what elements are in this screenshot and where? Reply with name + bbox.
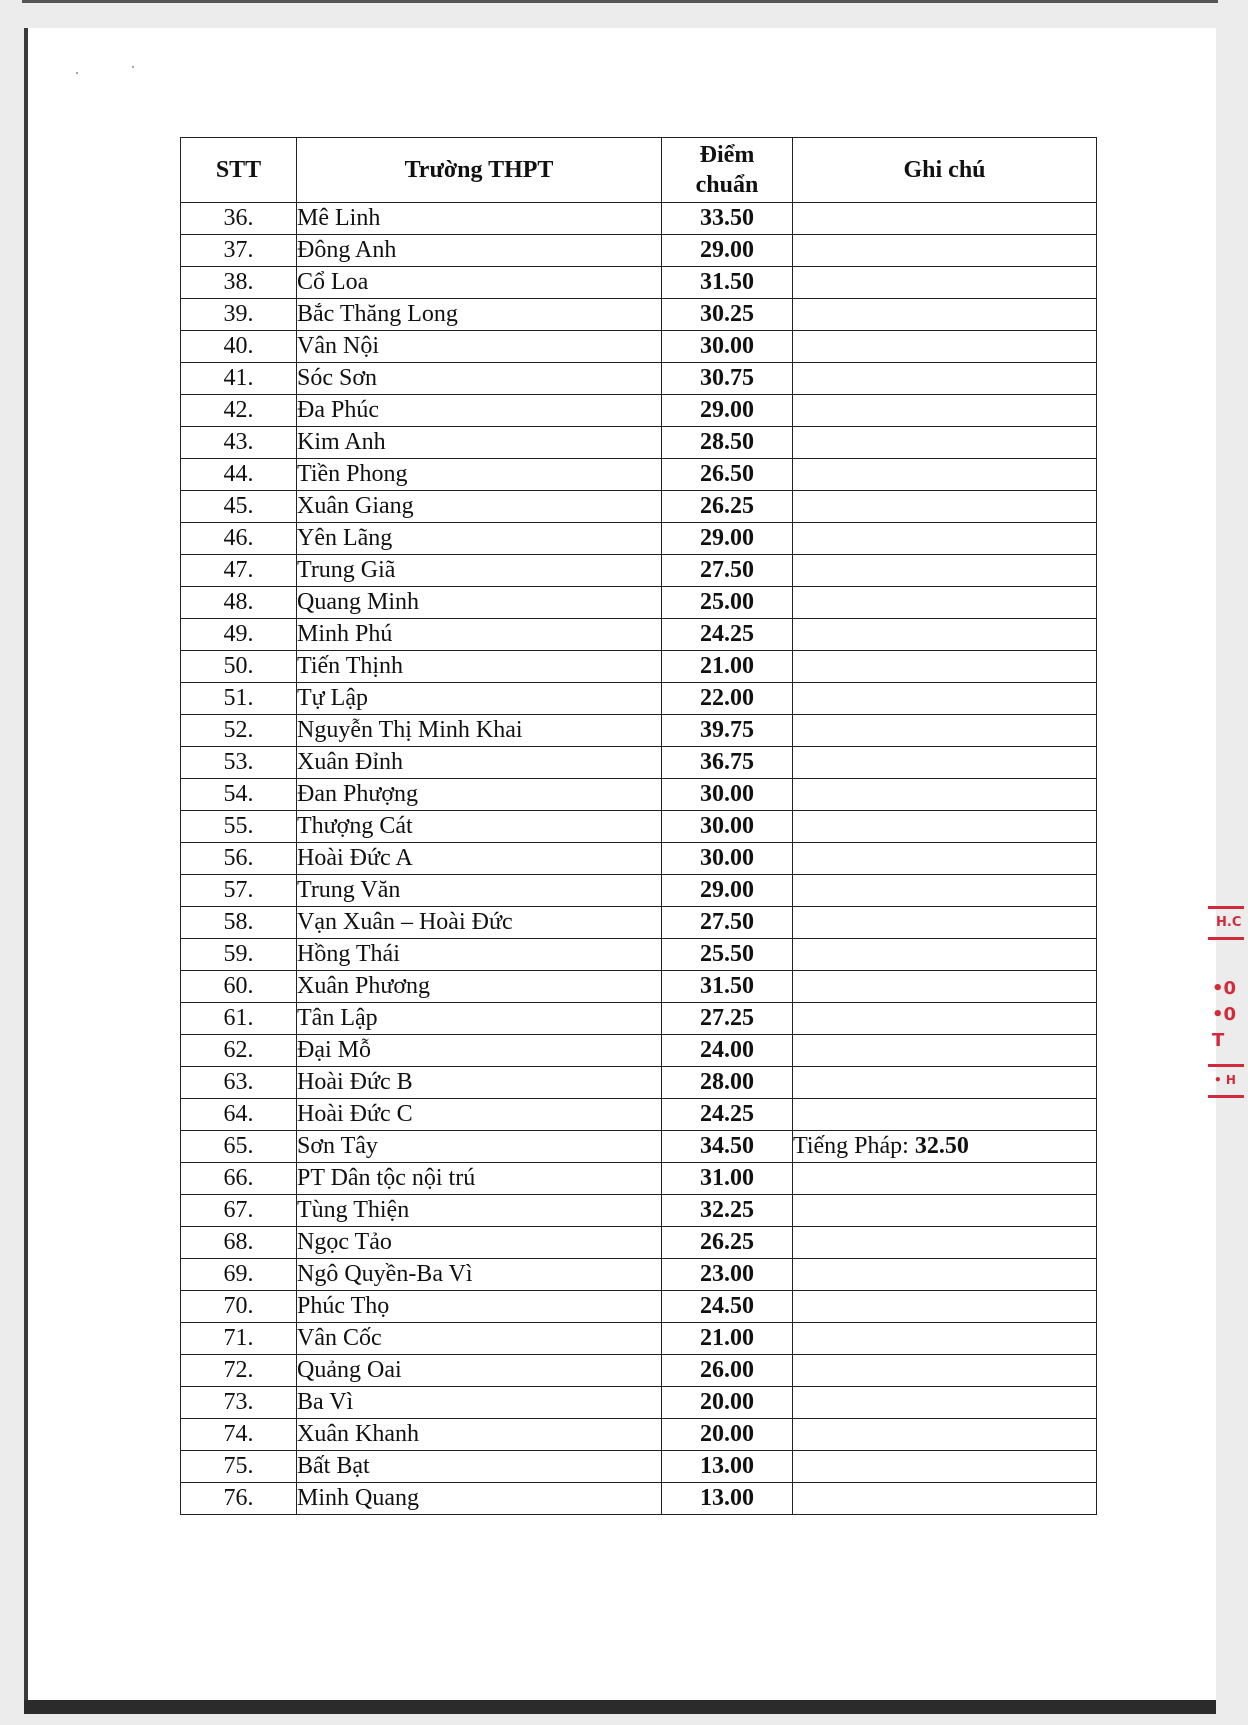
row-score: 13.00 xyxy=(662,1483,793,1515)
table-row xyxy=(181,779,1097,811)
row-stt: 75. xyxy=(181,1451,297,1483)
row-note xyxy=(793,651,1097,683)
row-school-name: Sóc Sơn xyxy=(297,363,662,395)
table-row xyxy=(181,971,1097,1003)
table-row xyxy=(181,427,1097,459)
row-stt: 71. xyxy=(181,1323,297,1355)
row-school-name: Ngọc Tảo xyxy=(297,1227,662,1259)
row-school-name: Tùng Thiện xyxy=(297,1195,662,1227)
row-note xyxy=(793,299,1097,331)
table-row xyxy=(181,1003,1097,1035)
row-score: 30.00 xyxy=(662,779,793,811)
row-note xyxy=(793,1387,1097,1419)
row-score: 27.50 xyxy=(662,907,793,939)
row-score: 20.00 xyxy=(662,1419,793,1451)
row-school-name: Xuân Khanh xyxy=(297,1419,662,1451)
row-score: 31.50 xyxy=(662,971,793,1003)
row-school-name: Quảng Oai xyxy=(297,1355,662,1387)
table-row xyxy=(181,491,1097,523)
row-school-name: Hoài Đức A xyxy=(297,843,662,875)
row-score: 26.00 xyxy=(662,1355,793,1387)
table-row xyxy=(181,715,1097,747)
row-note xyxy=(793,1227,1097,1259)
header-stt: STT xyxy=(181,138,297,203)
row-score: 30.00 xyxy=(662,843,793,875)
row-stt: 73. xyxy=(181,1387,297,1419)
row-note xyxy=(793,491,1097,523)
row-stt: 36. xyxy=(181,203,297,235)
row-stt: 67. xyxy=(181,1195,297,1227)
row-stt: 42. xyxy=(181,395,297,427)
row-score: 31.00 xyxy=(662,1163,793,1195)
row-note xyxy=(793,267,1097,299)
row-note xyxy=(793,683,1097,715)
header-score-line1: Điểm xyxy=(699,142,755,168)
bottom-edge-shadow xyxy=(24,1700,1216,1714)
row-school-name: Cổ Loa xyxy=(297,267,662,299)
row-score: 28.00 xyxy=(662,1067,793,1099)
row-school-name: Thượng Cát xyxy=(297,811,662,843)
row-note xyxy=(793,363,1097,395)
score-table xyxy=(180,137,1097,1515)
table-header-row xyxy=(181,138,1097,203)
row-school-name: PT Dân tộc nội trú xyxy=(297,1163,662,1195)
row-score: 21.00 xyxy=(662,651,793,683)
top-edge-shadow xyxy=(22,0,1218,3)
row-stt: 65. xyxy=(181,1131,297,1163)
table-row xyxy=(181,811,1097,843)
row-stt: 76. xyxy=(181,1483,297,1515)
row-school-name: Đông Anh xyxy=(297,235,662,267)
table-row xyxy=(181,395,1097,427)
row-score: 30.00 xyxy=(662,331,793,363)
table-row xyxy=(181,843,1097,875)
row-note xyxy=(793,875,1097,907)
header-score-line2: chuẩn xyxy=(695,172,759,198)
scan-speck xyxy=(76,72,78,74)
table-row xyxy=(181,331,1097,363)
row-stt: 58. xyxy=(181,907,297,939)
row-stt: 39. xyxy=(181,299,297,331)
row-school-name: Hồng Thái xyxy=(297,939,662,971)
row-note xyxy=(793,587,1097,619)
row-note xyxy=(793,1355,1097,1387)
note-value: 32.50 xyxy=(914,1133,969,1159)
row-score: 32.25 xyxy=(662,1195,793,1227)
red-stamp-fragment xyxy=(1208,976,1248,1051)
row-school-name: Vân Cốc xyxy=(297,1323,662,1355)
row-stt: 68. xyxy=(181,1227,297,1259)
row-note xyxy=(793,1163,1097,1195)
table-row xyxy=(181,1035,1097,1067)
row-note xyxy=(793,971,1097,1003)
row-school-name: Đại Mỗ xyxy=(297,1035,662,1067)
row-score: 27.25 xyxy=(662,1003,793,1035)
row-score: 39.75 xyxy=(662,715,793,747)
row-note xyxy=(793,747,1097,779)
row-note xyxy=(793,1067,1097,1099)
table-row xyxy=(181,555,1097,587)
row-score: 26.25 xyxy=(662,1227,793,1259)
table-row xyxy=(181,651,1097,683)
table-row xyxy=(181,1483,1097,1515)
row-stt: 41. xyxy=(181,363,297,395)
header-score xyxy=(662,138,793,203)
table-row xyxy=(181,907,1097,939)
red-stamp-text: •0 xyxy=(1212,978,1237,999)
row-note xyxy=(793,555,1097,587)
row-score: 28.50 xyxy=(662,427,793,459)
table-row xyxy=(181,1387,1097,1419)
table-row xyxy=(181,1323,1097,1355)
table-row xyxy=(181,875,1097,907)
row-score: 31.50 xyxy=(662,267,793,299)
row-score: 23.00 xyxy=(662,1259,793,1291)
note-label: Tiếng Pháp: xyxy=(793,1133,915,1159)
row-stt: 69. xyxy=(181,1259,297,1291)
table-row xyxy=(181,1067,1097,1099)
row-stt: 64. xyxy=(181,1099,297,1131)
row-stt: 72. xyxy=(181,1355,297,1387)
row-note xyxy=(793,843,1097,875)
row-stt: 56. xyxy=(181,843,297,875)
row-score: 22.00 xyxy=(662,683,793,715)
table-row xyxy=(181,747,1097,779)
table-row xyxy=(181,459,1097,491)
row-school-name: Phúc Thọ xyxy=(297,1291,662,1323)
row-school-name: Xuân Giang xyxy=(297,491,662,523)
row-note xyxy=(793,1099,1097,1131)
table-row xyxy=(181,523,1097,555)
row-stt: 49. xyxy=(181,619,297,651)
row-school-name: Đan Phượng xyxy=(297,779,662,811)
row-score: 29.00 xyxy=(662,523,793,555)
table-row xyxy=(181,1451,1097,1483)
row-stt: 53. xyxy=(181,747,297,779)
row-note xyxy=(793,1195,1097,1227)
row-school-name: Minh Quang xyxy=(297,1483,662,1515)
row-score: 33.50 xyxy=(662,203,793,235)
row-score: 30.25 xyxy=(662,299,793,331)
row-score: 34.50 xyxy=(662,1131,793,1163)
row-stt: 38. xyxy=(181,267,297,299)
table-row xyxy=(181,587,1097,619)
row-school-name: Tiến Thịnh xyxy=(297,651,662,683)
row-note xyxy=(793,235,1097,267)
row-note xyxy=(793,1419,1097,1451)
row-stt: 47. xyxy=(181,555,297,587)
row-score: 29.00 xyxy=(662,235,793,267)
table-row xyxy=(181,619,1097,651)
table-row xyxy=(181,939,1097,971)
row-note xyxy=(793,1259,1097,1291)
scan-speck xyxy=(132,66,134,68)
row-school-name: Kim Anh xyxy=(297,427,662,459)
row-note xyxy=(793,395,1097,427)
row-score: 26.50 xyxy=(662,459,793,491)
row-score: 24.50 xyxy=(662,1291,793,1323)
row-school-name: Yên Lãng xyxy=(297,523,662,555)
row-school-name: Vạn Xuân – Hoài Đức xyxy=(297,907,662,939)
table-row xyxy=(181,1291,1097,1323)
row-school-name: Tự Lập xyxy=(297,683,662,715)
row-stt: 74. xyxy=(181,1419,297,1451)
row-note xyxy=(793,203,1097,235)
row-score: 20.00 xyxy=(662,1387,793,1419)
row-note xyxy=(793,907,1097,939)
row-stt: 43. xyxy=(181,427,297,459)
row-stt: 57. xyxy=(181,875,297,907)
row-school-name: Vân Nội xyxy=(297,331,662,363)
row-stt: 40. xyxy=(181,331,297,363)
row-school-name: Đa Phúc xyxy=(297,395,662,427)
row-stt: 70. xyxy=(181,1291,297,1323)
row-note xyxy=(793,811,1097,843)
row-school-name: Trung Giã xyxy=(297,555,662,587)
row-note xyxy=(793,1291,1097,1323)
header-school: Trường THPT xyxy=(297,138,662,203)
table-row xyxy=(181,299,1097,331)
document-page xyxy=(24,28,1242,1700)
row-school-name: Hoài Đức B xyxy=(297,1067,662,1099)
row-school-name: Tiền Phong xyxy=(297,459,662,491)
table-row xyxy=(181,363,1097,395)
row-score: 24.25 xyxy=(662,619,793,651)
header-note: Ghi chú xyxy=(793,138,1097,203)
row-school-name: Hoài Đức C xyxy=(297,1099,662,1131)
row-note xyxy=(793,1131,1097,1163)
row-school-name: Quang Minh xyxy=(297,587,662,619)
row-school-name: Trung Văn xyxy=(297,875,662,907)
red-stamp-text: •0 T xyxy=(1212,1004,1237,1051)
row-school-name: Nguyễn Thị Minh Khai xyxy=(297,715,662,747)
row-stt: 55. xyxy=(181,811,297,843)
row-school-name: Bất Bạt xyxy=(297,1451,662,1483)
table-row xyxy=(181,1099,1097,1131)
row-note xyxy=(793,523,1097,555)
table-row xyxy=(181,1259,1097,1291)
row-score: 13.00 xyxy=(662,1451,793,1483)
row-school-name: Ngô Quyền-Ba Vì xyxy=(297,1259,662,1291)
row-school-name: Bắc Thăng Long xyxy=(297,299,662,331)
row-note xyxy=(793,459,1097,491)
table-row xyxy=(181,267,1097,299)
row-stt: 54. xyxy=(181,779,297,811)
row-score: 21.00 xyxy=(662,1323,793,1355)
row-school-name: Mê Linh xyxy=(297,203,662,235)
red-stamp-fragment: • H xyxy=(1208,1064,1244,1098)
row-note xyxy=(793,1003,1097,1035)
table-row xyxy=(181,1195,1097,1227)
row-note xyxy=(793,715,1097,747)
row-score: 36.75 xyxy=(662,747,793,779)
row-note xyxy=(793,1483,1097,1515)
row-stt: 45. xyxy=(181,491,297,523)
row-school-name: Minh Phú xyxy=(297,619,662,651)
row-score: 27.50 xyxy=(662,555,793,587)
red-stamp-fragment: H.C xyxy=(1208,906,1244,940)
row-stt: 66. xyxy=(181,1163,297,1195)
row-school-name: Xuân Phương xyxy=(297,971,662,1003)
table-row xyxy=(181,235,1097,267)
row-stt: 59. xyxy=(181,939,297,971)
row-stt: 62. xyxy=(181,1035,297,1067)
row-school-name: Ba Vì xyxy=(297,1387,662,1419)
row-score: 24.25 xyxy=(662,1099,793,1131)
row-score: 24.00 xyxy=(662,1035,793,1067)
table-row xyxy=(181,683,1097,715)
table-row xyxy=(181,1355,1097,1387)
row-note xyxy=(793,619,1097,651)
table-row xyxy=(181,1131,1097,1163)
row-score: 30.75 xyxy=(662,363,793,395)
row-school-name: Tân Lập xyxy=(297,1003,662,1035)
row-score: 29.00 xyxy=(662,395,793,427)
row-note xyxy=(793,939,1097,971)
row-note xyxy=(793,331,1097,363)
row-stt: 48. xyxy=(181,587,297,619)
row-school-name: Sơn Tây xyxy=(297,1131,662,1163)
row-stt: 44. xyxy=(181,459,297,491)
row-note xyxy=(793,1451,1097,1483)
row-stt: 51. xyxy=(181,683,297,715)
row-stt: 46. xyxy=(181,523,297,555)
row-note xyxy=(793,1323,1097,1355)
table-row xyxy=(181,203,1097,235)
table-row xyxy=(181,1419,1097,1451)
row-score: 25.00 xyxy=(662,587,793,619)
table-row xyxy=(181,1227,1097,1259)
row-stt: 61. xyxy=(181,1003,297,1035)
row-note xyxy=(793,1035,1097,1067)
row-note xyxy=(793,427,1097,459)
row-note xyxy=(793,779,1097,811)
row-score: 30.00 xyxy=(662,811,793,843)
row-stt: 63. xyxy=(181,1067,297,1099)
row-stt: 52. xyxy=(181,715,297,747)
row-school-name: Xuân Đỉnh xyxy=(297,747,662,779)
row-score: 29.00 xyxy=(662,875,793,907)
row-score: 25.50 xyxy=(662,939,793,971)
row-stt: 50. xyxy=(181,651,297,683)
row-stt: 60. xyxy=(181,971,297,1003)
table-row xyxy=(181,1163,1097,1195)
row-stt: 37. xyxy=(181,235,297,267)
row-score: 26.25 xyxy=(662,491,793,523)
